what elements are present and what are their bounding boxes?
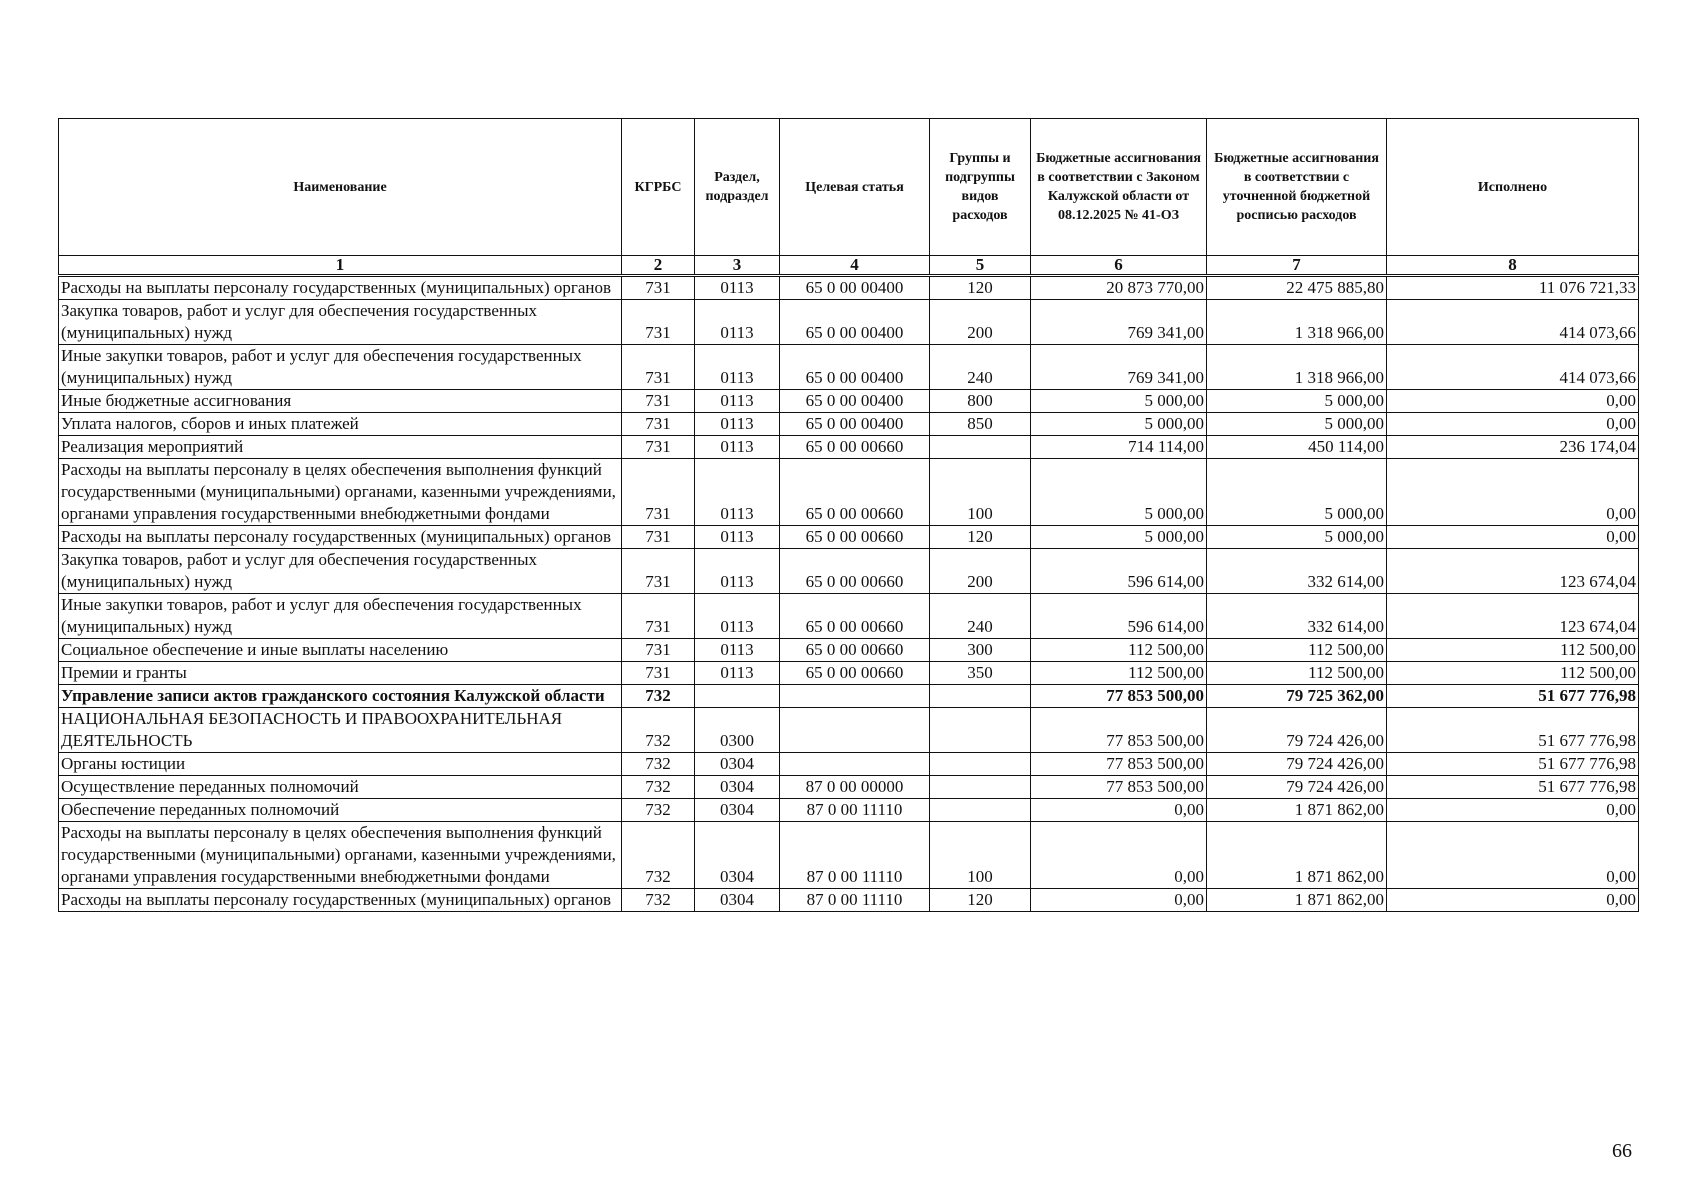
cell-target-article: 65 0 00 00400: [780, 276, 930, 300]
cell-target-article: 65 0 00 00400: [780, 390, 930, 413]
table-row: [59, 436, 1639, 459]
table-row: [59, 300, 1639, 345]
cell-law-amount: 769 341,00: [1031, 345, 1207, 390]
cell-name: Иные закупки товаров, работ и услуг для обеспечения государственных (муниципальных) нужд: [59, 594, 622, 639]
column-number: 1: [59, 256, 622, 276]
cell-kgrbs: 732: [622, 685, 695, 708]
cell-schedule-amount: 1 318 966,00: [1207, 345, 1387, 390]
cell-executed-amount: 51 677 776,98: [1387, 685, 1639, 708]
cell-razdel: 0113: [695, 639, 780, 662]
table-row: [59, 276, 1639, 300]
cell-law-amount: 714 114,00: [1031, 436, 1207, 459]
cell-target-article: 65 0 00 00660: [780, 526, 930, 549]
cell-razdel: 0113: [695, 300, 780, 345]
cell-schedule-amount: 332 614,00: [1207, 594, 1387, 639]
header-cell: Наименование: [59, 119, 622, 256]
table-row: [59, 889, 1639, 912]
header-cell: Группы и подгруппы видов расходов: [930, 119, 1031, 256]
cell-name: Управление записи актов гражданского состояния Калужской области: [59, 685, 622, 708]
cell-executed-amount: 123 674,04: [1387, 549, 1639, 594]
cell-schedule-amount: 22 475 885,80: [1207, 276, 1387, 300]
cell-razdel: 0304: [695, 889, 780, 912]
cell-schedule-amount: 450 114,00: [1207, 436, 1387, 459]
cell-expense-type: 100: [930, 459, 1031, 526]
cell-law-amount: 5 000,00: [1031, 526, 1207, 549]
cell-executed-amount: 414 073,66: [1387, 345, 1639, 390]
cell-razdel: 0113: [695, 413, 780, 436]
cell-expense-type: 120: [930, 526, 1031, 549]
cell-law-amount: 5 000,00: [1031, 459, 1207, 526]
cell-name: Органы юстиции: [59, 753, 622, 776]
cell-executed-amount: 51 677 776,98: [1387, 776, 1639, 799]
table-row: [59, 526, 1639, 549]
cell-law-amount: 112 500,00: [1031, 639, 1207, 662]
table-row: [59, 345, 1639, 390]
cell-law-amount: 0,00: [1031, 799, 1207, 822]
cell-name: Иные бюджетные ассигнования: [59, 390, 622, 413]
cell-razdel: 0304: [695, 799, 780, 822]
table-row: [59, 799, 1639, 822]
cell-executed-amount: 236 174,04: [1387, 436, 1639, 459]
cell-name: Премии и гранты: [59, 662, 622, 685]
cell-expense-type: [930, 753, 1031, 776]
cell-kgrbs: 731: [622, 413, 695, 436]
cell-target-article: 65 0 00 00660: [780, 459, 930, 526]
column-number: 8: [1387, 256, 1639, 276]
table-row: [59, 662, 1639, 685]
table-row: [59, 413, 1639, 436]
cell-name: Уплата налогов, сборов и иных платежей: [59, 413, 622, 436]
header-cell: Исполнено: [1387, 119, 1639, 256]
table-body: [59, 276, 1639, 912]
cell-kgrbs: 731: [622, 390, 695, 413]
cell-target-article: 65 0 00 00660: [780, 662, 930, 685]
cell-name: Расходы на выплаты персоналу государственных (муниципальных) органов: [59, 276, 622, 300]
cell-executed-amount: 112 500,00: [1387, 639, 1639, 662]
cell-executed-amount: 0,00: [1387, 390, 1639, 413]
cell-schedule-amount: 5 000,00: [1207, 526, 1387, 549]
cell-law-amount: 596 614,00: [1031, 594, 1207, 639]
column-number: 5: [930, 256, 1031, 276]
cell-target-article: [780, 685, 930, 708]
cell-schedule-amount: 1 871 862,00: [1207, 799, 1387, 822]
cell-expense-type: [930, 685, 1031, 708]
cell-executed-amount: 414 073,66: [1387, 300, 1639, 345]
cell-kgrbs: 731: [622, 526, 695, 549]
cell-razdel: 0113: [695, 526, 780, 549]
table-row: [59, 390, 1639, 413]
cell-executed-amount: 0,00: [1387, 822, 1639, 889]
cell-schedule-amount: 79 724 426,00: [1207, 776, 1387, 799]
cell-executed-amount: 0,00: [1387, 459, 1639, 526]
cell-target-article: [780, 708, 930, 753]
cell-name: Осуществление переданных полномочий: [59, 776, 622, 799]
cell-schedule-amount: 79 724 426,00: [1207, 708, 1387, 753]
cell-schedule-amount: 79 724 426,00: [1207, 753, 1387, 776]
cell-razdel: 0304: [695, 753, 780, 776]
cell-target-article: 87 0 00 11110: [780, 889, 930, 912]
cell-schedule-amount: 112 500,00: [1207, 639, 1387, 662]
cell-expense-type: [930, 436, 1031, 459]
cell-executed-amount: 51 677 776,98: [1387, 753, 1639, 776]
cell-law-amount: 112 500,00: [1031, 662, 1207, 685]
cell-name: Социальное обеспечение и иные выплаты населению: [59, 639, 622, 662]
cell-target-article: 87 0 00 11110: [780, 822, 930, 889]
cell-razdel: 0300: [695, 708, 780, 753]
cell-expense-type: 120: [930, 889, 1031, 912]
cell-expense-type: [930, 708, 1031, 753]
cell-law-amount: 20 873 770,00: [1031, 276, 1207, 300]
cell-law-amount: 5 000,00: [1031, 390, 1207, 413]
cell-target-article: 65 0 00 00660: [780, 549, 930, 594]
cell-kgrbs: 731: [622, 345, 695, 390]
page-number: 66: [1612, 1140, 1632, 1162]
cell-kgrbs: 731: [622, 276, 695, 300]
cell-kgrbs: 731: [622, 662, 695, 685]
column-number: 3: [695, 256, 780, 276]
cell-expense-type: [930, 799, 1031, 822]
cell-law-amount: 77 853 500,00: [1031, 776, 1207, 799]
cell-target-article: [780, 753, 930, 776]
column-number: 7: [1207, 256, 1387, 276]
cell-razdel: 0113: [695, 459, 780, 526]
header-cell: Раздел, подраздел: [695, 119, 780, 256]
cell-executed-amount: 11 076 721,33: [1387, 276, 1639, 300]
cell-law-amount: 596 614,00: [1031, 549, 1207, 594]
cell-schedule-amount: 1 318 966,00: [1207, 300, 1387, 345]
cell-executed-amount: 123 674,04: [1387, 594, 1639, 639]
cell-law-amount: 0,00: [1031, 822, 1207, 889]
cell-executed-amount: 0,00: [1387, 799, 1639, 822]
cell-law-amount: 77 853 500,00: [1031, 753, 1207, 776]
cell-target-article: 65 0 00 00660: [780, 594, 930, 639]
cell-kgrbs: 731: [622, 459, 695, 526]
cell-kgrbs: 731: [622, 639, 695, 662]
cell-expense-type: [930, 776, 1031, 799]
cell-law-amount: 5 000,00: [1031, 413, 1207, 436]
cell-name: Расходы на выплаты персоналу в целях обеспечения выполнения функций государственными (муниципальными) органами, казенными учреждениями, органами управления государственными внебюджетными фондами: [59, 459, 622, 526]
cell-expense-type: 200: [930, 549, 1031, 594]
cell-law-amount: 769 341,00: [1031, 300, 1207, 345]
column-number: 2: [622, 256, 695, 276]
cell-schedule-amount: 1 871 862,00: [1207, 889, 1387, 912]
cell-schedule-amount: 5 000,00: [1207, 459, 1387, 526]
cell-expense-type: 100: [930, 822, 1031, 889]
header-cell: КГРБС: [622, 119, 695, 256]
cell-executed-amount: 0,00: [1387, 413, 1639, 436]
cell-razdel: 0304: [695, 822, 780, 889]
cell-schedule-amount: 1 871 862,00: [1207, 822, 1387, 889]
cell-kgrbs: 731: [622, 549, 695, 594]
table-row: [59, 459, 1639, 526]
cell-name: Закупка товаров, работ и услуг для обеспечения государственных (муниципальных) нужд: [59, 549, 622, 594]
cell-razdel: [695, 685, 780, 708]
header-cell: Бюджетные ассигнования в соответствии с Законом Калужской области от 08.12.2025 № 41-ОЗ: [1031, 119, 1207, 256]
cell-schedule-amount: 5 000,00: [1207, 413, 1387, 436]
cell-name: Расходы на выплаты персоналу государственных (муниципальных) органов: [59, 526, 622, 549]
column-number-row: [59, 256, 1639, 276]
table-row: [59, 594, 1639, 639]
table-row: [59, 776, 1639, 799]
cell-schedule-amount: 5 000,00: [1207, 390, 1387, 413]
table-row: [59, 708, 1639, 753]
cell-expense-type: 240: [930, 594, 1031, 639]
table-row: [59, 639, 1639, 662]
cell-kgrbs: 732: [622, 776, 695, 799]
cell-expense-type: 850: [930, 413, 1031, 436]
cell-expense-type: 240: [930, 345, 1031, 390]
cell-name: Иные закупки товаров, работ и услуг для обеспечения государственных (муниципальных) нужд: [59, 345, 622, 390]
cell-kgrbs: 732: [622, 889, 695, 912]
header-cell: Целевая статья: [780, 119, 930, 256]
table-row: [59, 822, 1639, 889]
cell-name: Расходы на выплаты персоналу государственных (муниципальных) органов: [59, 889, 622, 912]
cell-razdel: 0304: [695, 776, 780, 799]
cell-razdel: 0113: [695, 276, 780, 300]
column-number: 6: [1031, 256, 1207, 276]
cell-executed-amount: 112 500,00: [1387, 662, 1639, 685]
cell-kgrbs: 732: [622, 822, 695, 889]
table-row: [59, 549, 1639, 594]
cell-expense-type: 800: [930, 390, 1031, 413]
cell-kgrbs: 731: [622, 594, 695, 639]
cell-target-article: 65 0 00 00400: [780, 413, 930, 436]
cell-law-amount: 77 853 500,00: [1031, 685, 1207, 708]
cell-target-article: 87 0 00 00000: [780, 776, 930, 799]
cell-name: Обеспечение переданных полномочий: [59, 799, 622, 822]
cell-expense-type: 200: [930, 300, 1031, 345]
cell-kgrbs: 731: [622, 300, 695, 345]
cell-kgrbs: 732: [622, 753, 695, 776]
cell-schedule-amount: 79 725 362,00: [1207, 685, 1387, 708]
cell-razdel: 0113: [695, 662, 780, 685]
cell-razdel: 0113: [695, 549, 780, 594]
header-row: [59, 119, 1639, 256]
cell-target-article: 65 0 00 00660: [780, 639, 930, 662]
cell-expense-type: 300: [930, 639, 1031, 662]
cell-executed-amount: 0,00: [1387, 526, 1639, 549]
cell-name: Закупка товаров, работ и услуг для обеспечения государственных (муниципальных) нужд: [59, 300, 622, 345]
cell-target-article: 65 0 00 00660: [780, 436, 930, 459]
cell-name: Расходы на выплаты персоналу в целях обеспечения выполнения функций государственными (муниципальными) органами, казенными учреждениями, органами управления государственными внебюджетными фондами: [59, 822, 622, 889]
cell-law-amount: 0,00: [1031, 889, 1207, 912]
cell-kgrbs: 732: [622, 799, 695, 822]
cell-target-article: 87 0 00 11110: [780, 799, 930, 822]
cell-name: Реализация мероприятий: [59, 436, 622, 459]
cell-razdel: 0113: [695, 594, 780, 639]
header-cell: Бюджетные ассигнования в соответствии с уточненной бюджетной росписью расходов: [1207, 119, 1387, 256]
cell-schedule-amount: 112 500,00: [1207, 662, 1387, 685]
cell-executed-amount: 51 677 776,98: [1387, 708, 1639, 753]
cell-expense-type: 120: [930, 276, 1031, 300]
cell-law-amount: 77 853 500,00: [1031, 708, 1207, 753]
table-row: [59, 685, 1639, 708]
cell-kgrbs: 732: [622, 708, 695, 753]
cell-name: НАЦИОНАЛЬНАЯ БЕЗОПАСНОСТЬ И ПРАВООХРАНИТЕЛЬНАЯ ДЕЯТЕЛЬНОСТЬ: [59, 708, 622, 753]
cell-kgrbs: 731: [622, 436, 695, 459]
cell-target-article: 65 0 00 00400: [780, 300, 930, 345]
cell-razdel: 0113: [695, 436, 780, 459]
cell-schedule-amount: 332 614,00: [1207, 549, 1387, 594]
table-row: [59, 753, 1639, 776]
cell-target-article: 65 0 00 00400: [780, 345, 930, 390]
budget-table: [58, 118, 1639, 912]
cell-executed-amount: 0,00: [1387, 889, 1639, 912]
cell-expense-type: 350: [930, 662, 1031, 685]
cell-razdel: 0113: [695, 345, 780, 390]
column-number: 4: [780, 256, 930, 276]
cell-razdel: 0113: [695, 390, 780, 413]
